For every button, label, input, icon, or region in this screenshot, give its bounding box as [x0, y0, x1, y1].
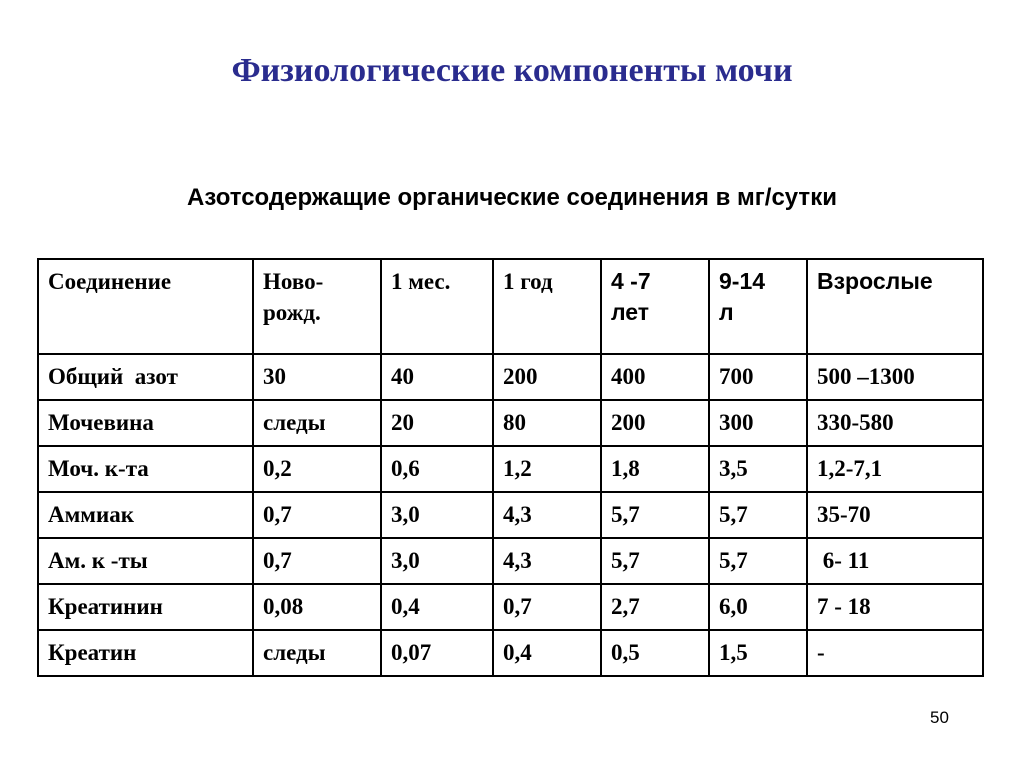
table-row	[38, 584, 983, 630]
table-row	[38, 400, 983, 446]
compound-name-cell: Креатин	[38, 630, 253, 676]
value-cell: 3,0	[381, 538, 493, 584]
value-cell: 5,7	[709, 492, 807, 538]
value-cell: 4,3	[493, 538, 601, 584]
value-cell: 40	[381, 354, 493, 400]
value-cell: 6,0	[709, 584, 807, 630]
value-cell: 5,7	[601, 492, 709, 538]
table-header-row	[38, 259, 983, 354]
value-cell: 1,2-7,1	[807, 446, 983, 492]
value-cell: 20	[381, 400, 493, 446]
value-cell: 2,7	[601, 584, 709, 630]
value-cell: 0,07	[381, 630, 493, 676]
value-cell: 500 –1300	[807, 354, 983, 400]
value-cell: 5,7	[601, 538, 709, 584]
header-cell: 1 год	[493, 259, 601, 354]
value-cell: следы	[253, 400, 381, 446]
header-cell: 4 -7 лет	[601, 259, 709, 354]
value-cell: 0,7	[253, 538, 381, 584]
compound-name-cell: Аммиак	[38, 492, 253, 538]
value-cell: 1,5	[709, 630, 807, 676]
compound-name-cell: Общий азот	[38, 354, 253, 400]
value-cell: следы	[253, 630, 381, 676]
value-cell: 6- 11	[807, 538, 983, 584]
compound-name-cell: Креатинин	[38, 584, 253, 630]
value-cell: 700	[709, 354, 807, 400]
compound-name-cell: Ам. к -ты	[38, 538, 253, 584]
table-row	[38, 538, 983, 584]
value-cell: 330-580	[807, 400, 983, 446]
value-cell: 0,7	[493, 584, 601, 630]
table-row	[38, 492, 983, 538]
value-cell: 300	[709, 400, 807, 446]
table-row	[38, 354, 983, 400]
value-cell: 0,5	[601, 630, 709, 676]
urine-components-table	[37, 258, 984, 677]
value-cell: 35-70	[807, 492, 983, 538]
value-cell: 1,2	[493, 446, 601, 492]
value-cell: 0,6	[381, 446, 493, 492]
compound-name-cell: Моч. к-та	[38, 446, 253, 492]
header-cell: 1 мес.	[381, 259, 493, 354]
header-cell: Ново- рожд.	[253, 259, 381, 354]
value-cell: 0,2	[253, 446, 381, 492]
table-caption: Азотсодержащие органические соединения в мг/сутки	[187, 184, 837, 211]
value-cell: 200	[493, 354, 601, 400]
value-cell: 7 - 18	[807, 584, 983, 630]
header-cell: 9-14 л	[709, 259, 807, 354]
value-cell: 400	[601, 354, 709, 400]
header-cell: Взрослые	[807, 259, 983, 354]
value-cell: 0,4	[381, 584, 493, 630]
header-cell: Соединение	[38, 259, 253, 354]
value-cell: 3,0	[381, 492, 493, 538]
value-cell: 5,7	[709, 538, 807, 584]
value-cell: 80	[493, 400, 601, 446]
value-cell: 3,5	[709, 446, 807, 492]
table-row	[38, 630, 983, 676]
table-row	[38, 446, 983, 492]
value-cell: 0,7	[253, 492, 381, 538]
value-cell: 4,3	[493, 492, 601, 538]
value-cell: 200	[601, 400, 709, 446]
value-cell: 30	[253, 354, 381, 400]
slide-title: Физиологические компоненты мочи	[231, 52, 793, 89]
value-cell: 0,08	[253, 584, 381, 630]
value-cell: 1,8	[601, 446, 709, 492]
compound-name-cell: Мочевина	[38, 400, 253, 446]
value-cell: -	[807, 630, 983, 676]
value-cell: 0,4	[493, 630, 601, 676]
page-number: 50	[930, 708, 949, 727]
